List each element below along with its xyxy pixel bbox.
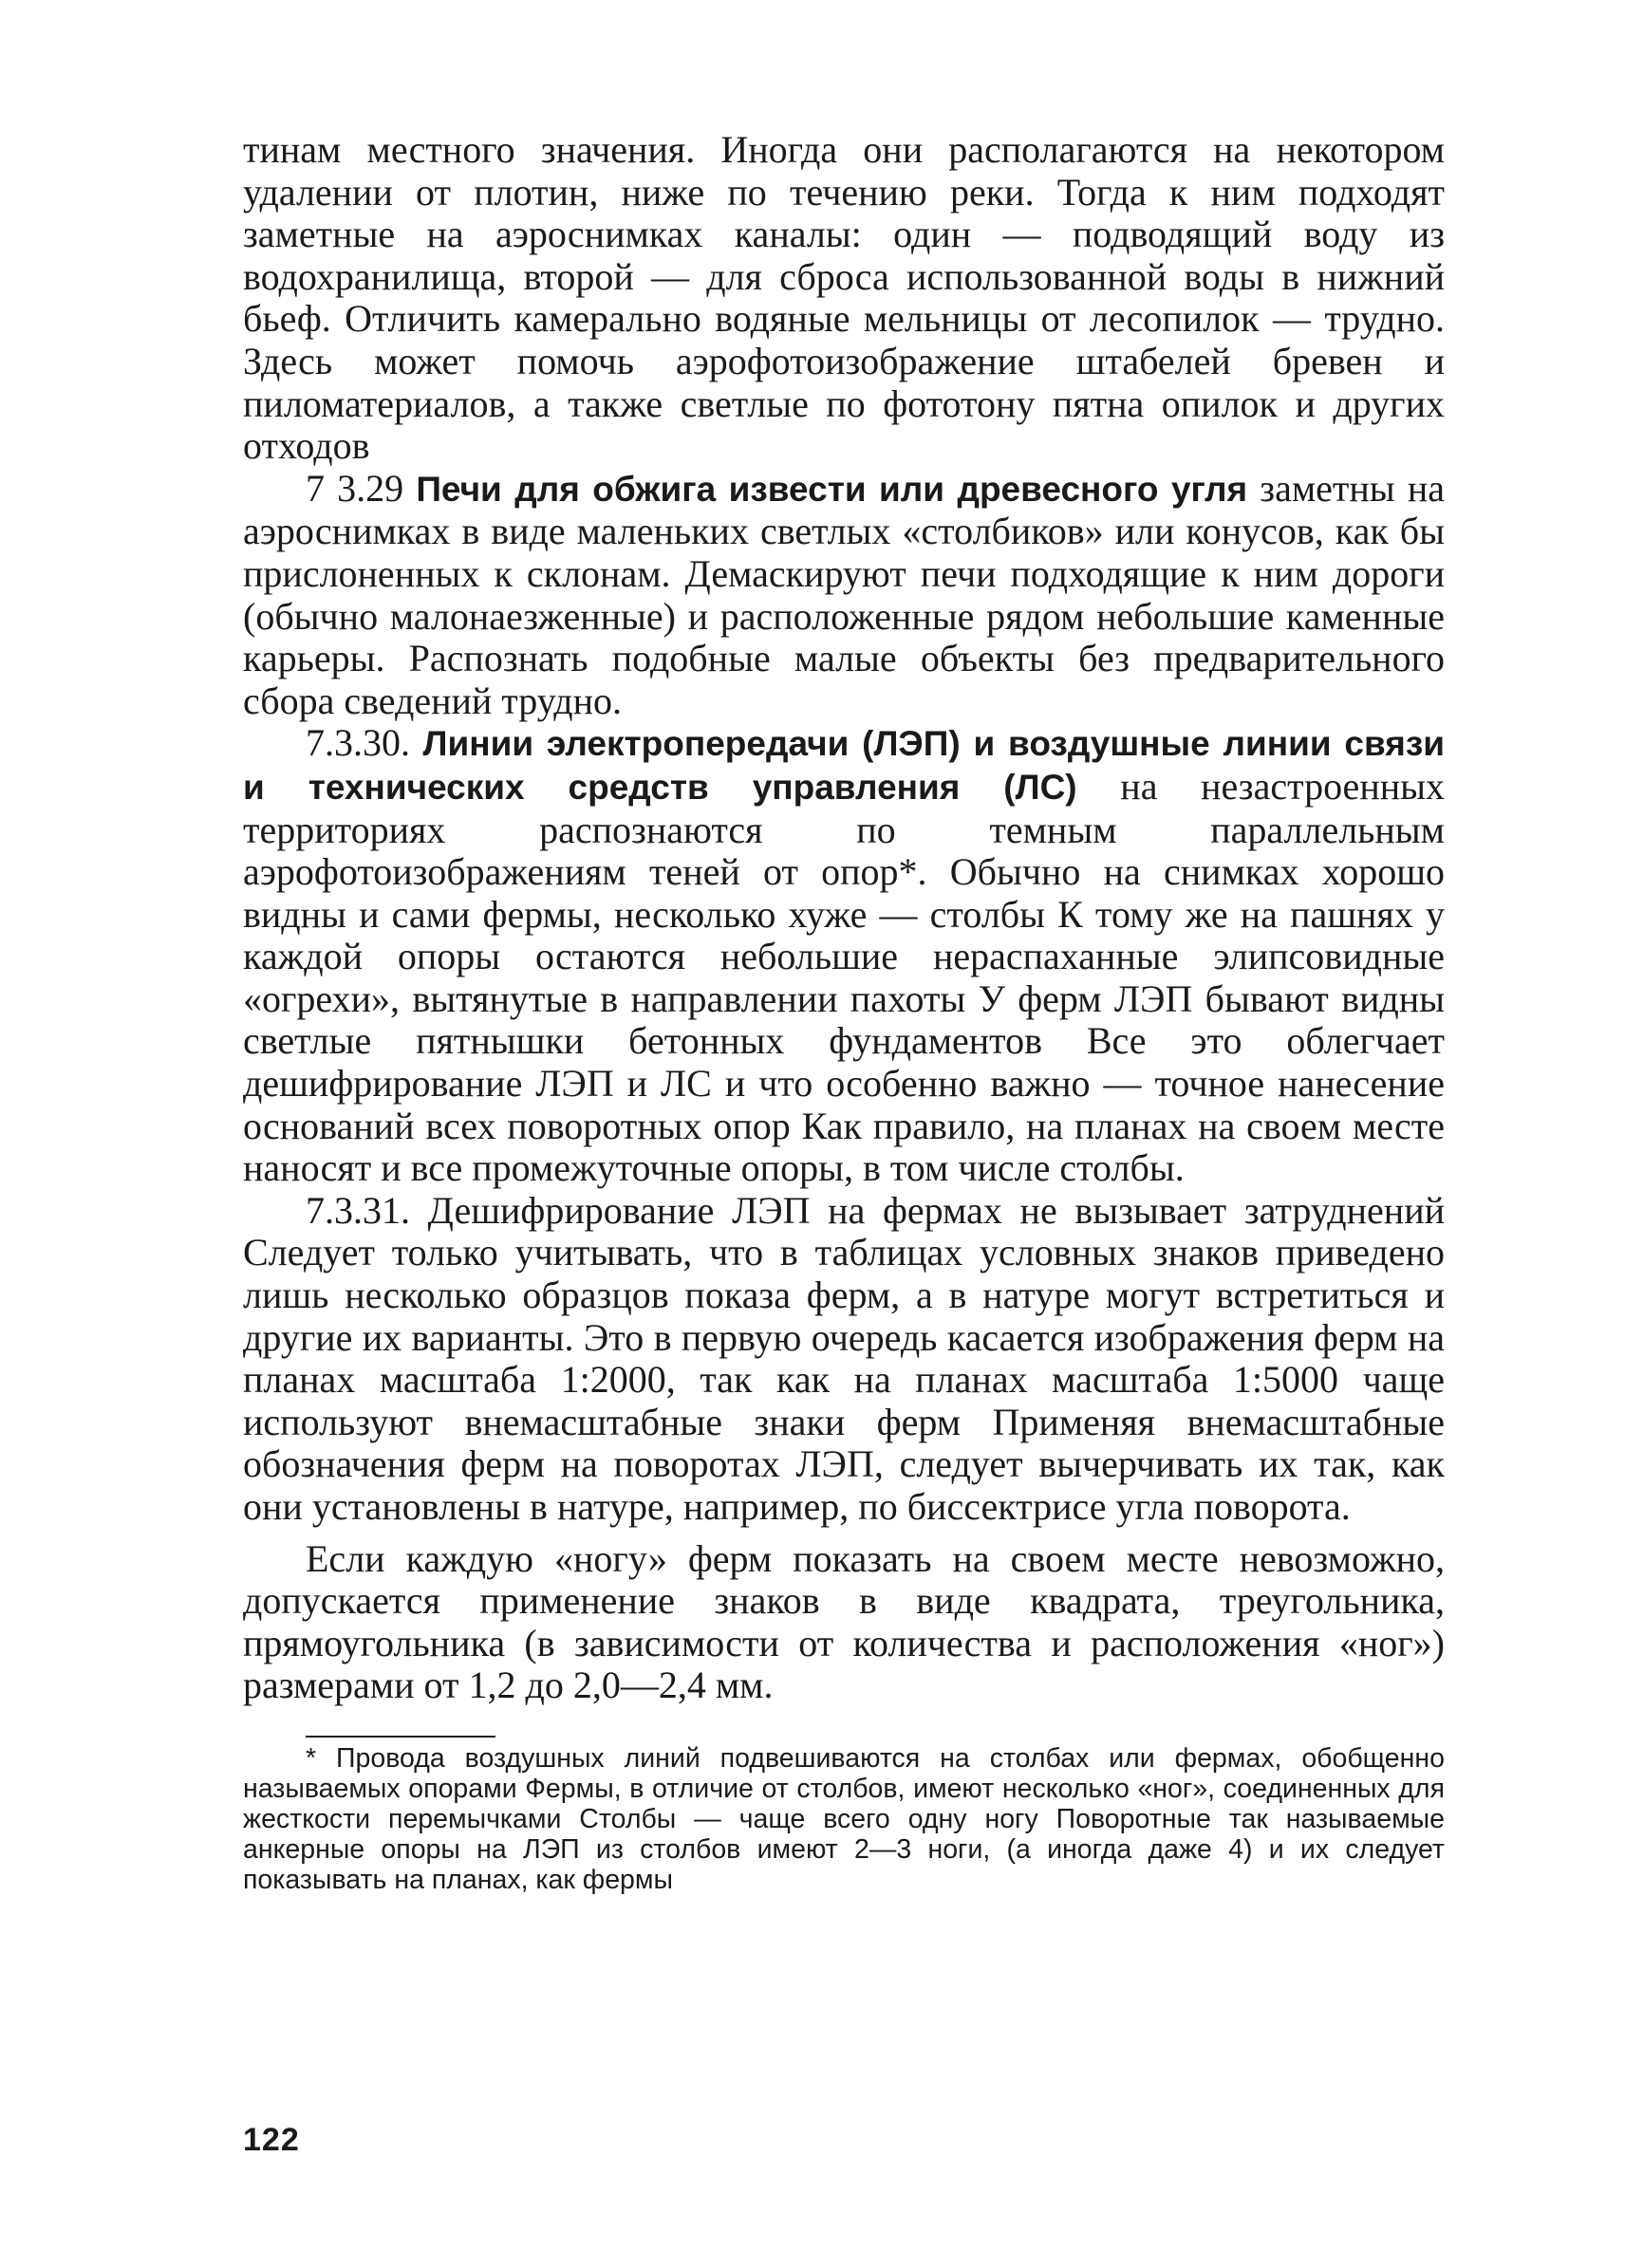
paragraph-7-3-29: [243, 468, 1445, 723]
section-number: 7.3.30.: [306, 721, 423, 765]
paragraph-7-3-31: [243, 1190, 1445, 1529]
paragraph-text: Если каждую «ногу» ферм показать на своем месте невозможно, допускается применение знаков в виде квадрата, треугольника, прямоугольника (в зависимости от количества и расположения «ног») размерами от 1,2 до 2,0—2,4 мм.: [243, 1536, 1445, 1707]
paragraph-text: заметны на аэроснимках в виде маленьких светлых «столбиков» или конусов, как бы прислоненных к склонам. Демаскируют печи подходящие к ним дороги (обычно малонаезженные) и расположенные рядом небольшие каменные карьеры. Распознать подобные малые объекты без предварительного сбора сведений трудно.: [243, 466, 1445, 722]
section-heading: Линии электропередачи (ЛЭП) и воздушные линии связи и технических средств управления (ЛС): [243, 724, 1445, 807]
paragraph-continuation: [243, 129, 1445, 468]
section-heading: Печи для обжига извести или древесного угля: [416, 469, 1248, 509]
paragraph-text: 7.3.31. Дешифрирование ЛЭП на фермах не вызывает затруднений Следует только учитывать, что в таблицах условных знаков приведено лишь несколько образцов показа ферм, а в натуре могут встретиться и другие их варианты. Это в первую очередь касается изображения ферм на планах масштаба 1:2000, так как на планах масштаба 1:5000 чаще используют внемасштабные знаки ферм Применяя внемасштабные обозначения ферм на поворотах ЛЭП, следует вычерчивать их так, как они установлены в натуре, например, по биссектрисе угла поворота.: [243, 1188, 1445, 1528]
footnote-divider: [306, 1736, 495, 1738]
paragraph-text: на незастроенных территориях распознаются по темным параллельным аэрофотоизображениям теней от опор*. Обычно на снимках хорошо видны и сами фермы, несколько хуже — столбы К тому же на пашнях у каждой опоры остаются небольшие нераспаханные элипсовидные «огрехи», вытянутые в направлении пахоты У ферм ЛЭП бывают видны светлые пятнышки бетонных фундаментов Все это облегчает дешифрирование ЛЭП и ЛС и что особенно важно — точное нанесение оснований всех поворотных опор Как правило, на планах на своем месте наносят и все промежуточные опоры, в том числе столбы.: [243, 764, 1445, 1190]
main-text: [243, 129, 1445, 1707]
section-number: 7 3.29: [306, 466, 417, 510]
paragraph-text: тинам местного значения. Иногда они располагаются на некотором удалении от плотин, ниже по течению реки. Тогда к ним подходят заметные на аэроснимках каналы: один — подводящий воду из водохранилища, второй — для сброса использованной воды в нижний бьеф. Отличить камерально водяные мельницы от лесопилок — трудно. Здесь может помочь аэрофотоизображение штабелей бревен и пиломатериалов, а также светлые по фототону пятна опилок и других отходов: [243, 128, 1445, 468]
footnote: * Провода воздушных линий подвешиваются на столбах или фермах, обобщенно называемых опорами Фермы, в отличие от столбов, имеют несколько «ног», соединенных для жесткости перемычками Столбы — чаще всего одну ногу Поворотные так называемые анкерные опоры на ЛЭП из столбов имеют 2—3 ноги, (а иногда даже 4) и их следует показывать на планах, как фермы: [243, 1742, 1445, 1895]
page-body: [243, 129, 1445, 1922]
paragraph-supports: [243, 1538, 1445, 1707]
paragraph-7-3-30: [243, 722, 1445, 1190]
page-number: 122: [243, 2122, 300, 2158]
